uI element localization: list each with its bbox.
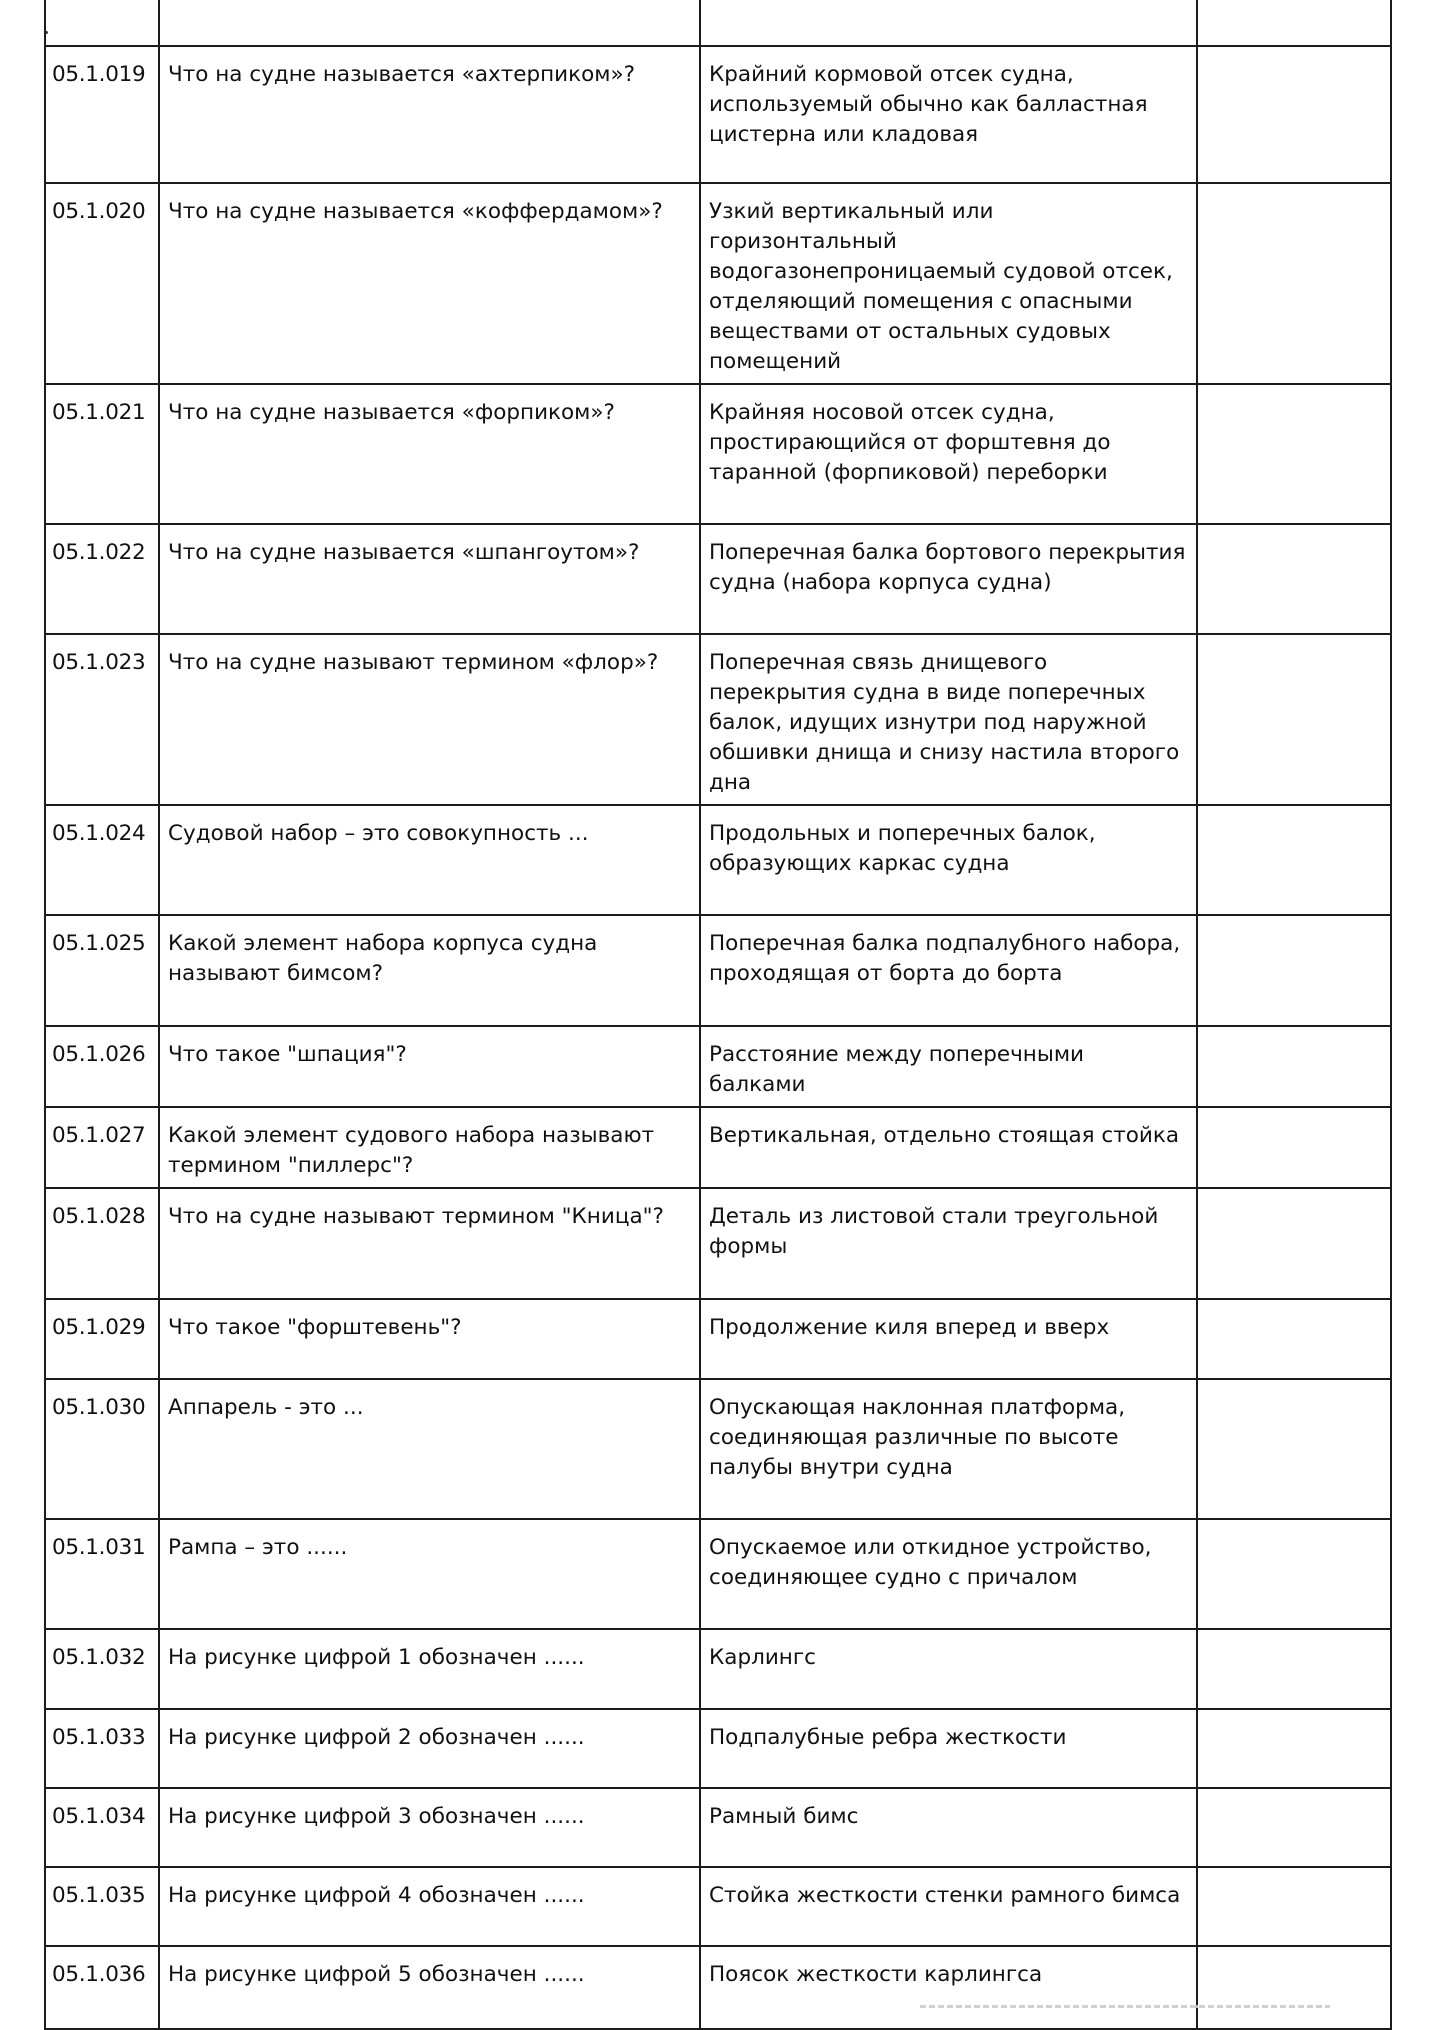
- question-cell: На рисунке цифрой 5 обозначен ......: [159, 1946, 700, 2029]
- table-row: [45, 46, 1391, 183]
- answer-cell: Узкий вертикальный или горизонтальный водогазонепроницаемый судовой отсек, отделяющий помещения с опасными веществами от остальных судовых помещений: [700, 183, 1197, 384]
- answer-cell: Карлингс: [700, 1629, 1197, 1709]
- code-cell: 05.1.023: [45, 634, 159, 805]
- extra-cell: [1197, 1867, 1391, 1946]
- code-cell: 05.1.031: [45, 1519, 159, 1629]
- code-cell: 05.1.029: [45, 1299, 159, 1379]
- extra-cell: [1197, 1709, 1391, 1788]
- answer-cell: Опускающая наклонная платформа, соединяющая различные по высоте палубы внутри судна: [700, 1379, 1197, 1519]
- code-cell: 05.1.034: [45, 1788, 159, 1867]
- question-cell: На рисунке цифрой 4 обозначен ......: [159, 1867, 700, 1946]
- code-cell: 05.1.030: [45, 1379, 159, 1519]
- answer-cell: Подпалубные ребра жесткости: [700, 1709, 1197, 1788]
- table-row: [45, 634, 1391, 805]
- code-cell: 05.1.028: [45, 1188, 159, 1299]
- code-cell: 05.1.032: [45, 1629, 159, 1709]
- answer-cell: Вертикальная, отдельно стоящая стойка: [700, 1107, 1197, 1188]
- code-cell: 05.1.026: [45, 1026, 159, 1107]
- answer-cell: Продольных и поперечных балок, образующих каркас судна: [700, 805, 1197, 915]
- code-cell: 05.1.033: [45, 1709, 159, 1788]
- extra-cell: [1197, 524, 1391, 634]
- table-row: [45, 1188, 1391, 1299]
- question-cell: На рисунке цифрой 3 обозначен ......: [159, 1788, 700, 1867]
- table-row: [45, 1026, 1391, 1107]
- table-row: [45, 1709, 1391, 1788]
- table-row: [45, 915, 1391, 1026]
- scan-artifact-line: [920, 2005, 1330, 2008]
- table-row: [45, 1379, 1391, 1519]
- code-cell: 05.1.021: [45, 384, 159, 524]
- table-row: [45, 183, 1391, 384]
- question-cell: Судовой набор – это совокупность ...: [159, 805, 700, 915]
- table-row: [45, 384, 1391, 524]
- answer-cell: Крайний кормовой отсек судна, используемый обычно как балластная цистерна или кладовая: [700, 46, 1197, 183]
- answer-cell: Поперечная балка подпалубного набора, проходящая от борта до борта: [700, 915, 1197, 1026]
- extra-cell: [1197, 915, 1391, 1026]
- extra-cell: [1197, 384, 1391, 524]
- table-row: [45, 1946, 1391, 2029]
- extra-cell: [1197, 1519, 1391, 1629]
- document-page: [44, 0, 1390, 2030]
- extra-cell: [1197, 1107, 1391, 1188]
- answer-cell: [700, 0, 1197, 46]
- question-cell: Что на судне называется «форпиком»?: [159, 384, 700, 524]
- extra-cell: [1197, 0, 1391, 46]
- answer-cell: Продолжение киля вперед и вверх: [700, 1299, 1197, 1379]
- code-cell: 05.1.022: [45, 524, 159, 634]
- extra-cell: [1197, 1629, 1391, 1709]
- code-cell: [45, 0, 159, 46]
- extra-cell: [1197, 1946, 1391, 2029]
- table-row: [45, 1107, 1391, 1188]
- code-cell: 05.1.019: [45, 46, 159, 183]
- question-cell: [159, 0, 700, 46]
- extra-cell: [1197, 1026, 1391, 1107]
- answer-cell: Поперечная балка бортового перекрытия судна (набора корпуса судна): [700, 524, 1197, 634]
- extra-cell: [1197, 634, 1391, 805]
- table-row: [45, 805, 1391, 915]
- question-cell: Какой элемент набора корпуса судна называют бимсом?: [159, 915, 700, 1026]
- answer-cell: Крайняя носовой отсек судна, простирающийся от форштевня до таранной (форпиковой) переборки: [700, 384, 1197, 524]
- question-cell: Что на судне называют термином «флор»?: [159, 634, 700, 805]
- question-cell: На рисунке цифрой 2 обозначен ......: [159, 1709, 700, 1788]
- extra-cell: [1197, 1188, 1391, 1299]
- question-cell: Какой элемент судового набора называют термином "пиллерс"?: [159, 1107, 700, 1188]
- extra-cell: [1197, 1788, 1391, 1867]
- question-cell: Что на судне называется «ахтерпиком»?: [159, 46, 700, 183]
- question-cell: Аппарель - это ...: [159, 1379, 700, 1519]
- answer-cell: Расстояние между поперечными балками: [700, 1026, 1197, 1107]
- extra-cell: [1197, 1299, 1391, 1379]
- table-row: [45, 1867, 1391, 1946]
- code-cell: 05.1.025: [45, 915, 159, 1026]
- answer-cell: Поперечная связь днищевого перекрытия судна в виде поперечных балок, идущих изнутри под наружной обшивки днища и снизу настила второго дна: [700, 634, 1197, 805]
- code-cell: 05.1.027: [45, 1107, 159, 1188]
- answer-cell: Стойка жесткости стенки рамного бимса: [700, 1867, 1197, 1946]
- question-cell: Что на судне называется «коффердамом»?: [159, 183, 700, 384]
- code-cell: 05.1.035: [45, 1867, 159, 1946]
- table-row: [45, 524, 1391, 634]
- answer-cell: Поясок жесткости карлингса: [700, 1946, 1197, 2029]
- question-cell: Что на судне называется «шпангоутом»?: [159, 524, 700, 634]
- code-cell: 05.1.024: [45, 805, 159, 915]
- questions-table: [44, 0, 1392, 2030]
- code-cell: 05.1.020: [45, 183, 159, 384]
- table-row-continuation: [45, 0, 1391, 46]
- answer-cell: Деталь из листовой стали треугольной формы: [700, 1188, 1197, 1299]
- question-cell: Что на судне называют термином "Кница"?: [159, 1188, 700, 1299]
- answer-cell: Рамный бимс: [700, 1788, 1197, 1867]
- table-row: [45, 1788, 1391, 1867]
- extra-cell: [1197, 805, 1391, 915]
- table-row: [45, 1519, 1391, 1629]
- extra-cell: [1197, 183, 1391, 384]
- questions-table-body: [45, 0, 1391, 2029]
- extra-cell: [1197, 46, 1391, 183]
- question-cell: Что такое "шпация"?: [159, 1026, 700, 1107]
- extra-cell: [1197, 1379, 1391, 1519]
- code-cell: 05.1.036: [45, 1946, 159, 2029]
- question-cell: Рампа – это ......: [159, 1519, 700, 1629]
- table-row: [45, 1629, 1391, 1709]
- answer-cell: Опускаемое или откидное устройство, соединяющее судно с причалом: [700, 1519, 1197, 1629]
- question-cell: На рисунке цифрой 1 обозначен ......: [159, 1629, 700, 1709]
- table-row: [45, 1299, 1391, 1379]
- question-cell: Что такое "форштевень"?: [159, 1299, 700, 1379]
